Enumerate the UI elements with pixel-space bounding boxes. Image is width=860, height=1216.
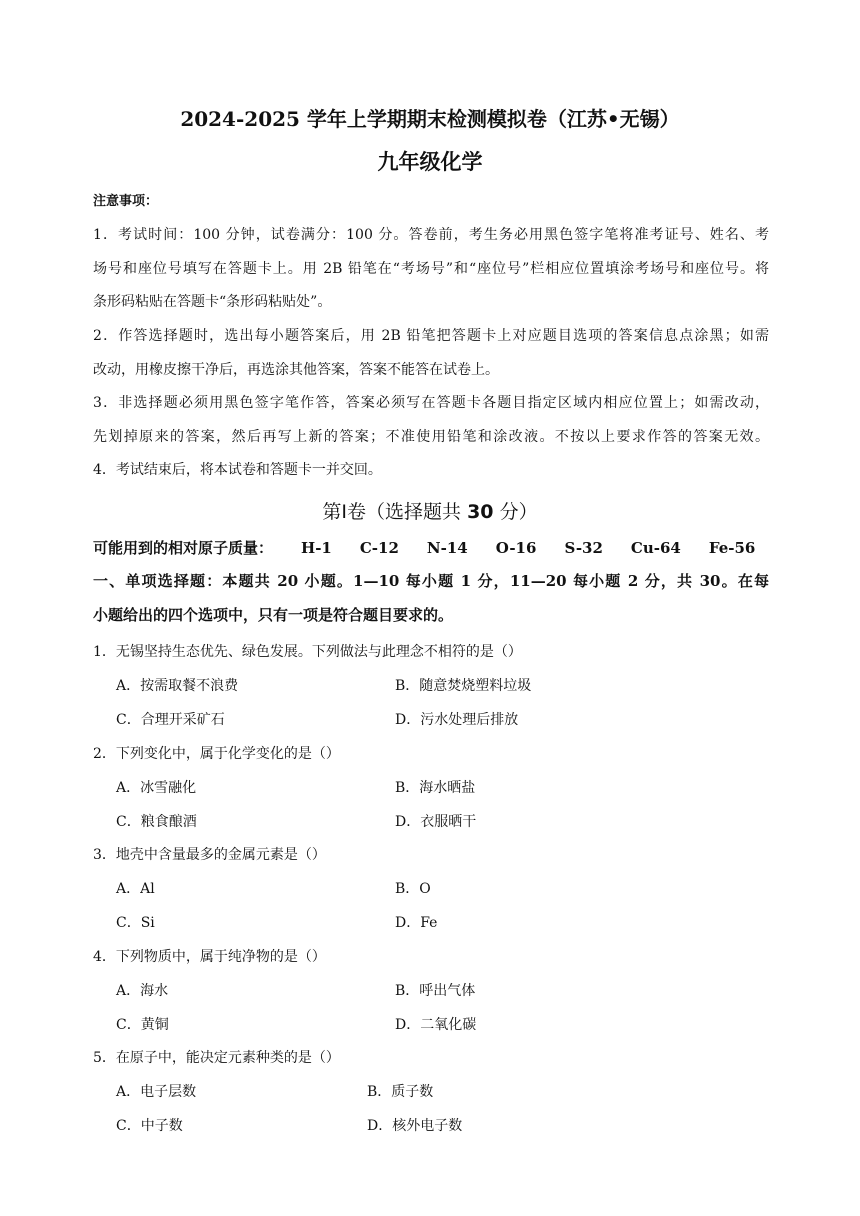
section-score: 30 xyxy=(467,501,494,523)
section-instructions xyxy=(93,564,769,632)
note-line: 4．考试结束后，将本试卷和答题卡一并交回。 xyxy=(93,462,382,478)
atomic-mass: O-16 xyxy=(495,539,537,557)
question-5-stem: 5．在原子中，能决定元素种类的是（） xyxy=(93,1050,340,1066)
question-1-option-c: C．合理开采矿石 xyxy=(116,712,225,728)
atomic-mass: S-32 xyxy=(564,539,603,557)
atomic-mass: H-1 xyxy=(301,539,332,557)
exam-subtitle: 九年级化学 xyxy=(377,149,483,174)
atomic-masses-label: 可能用到的相对原子质量： xyxy=(93,539,274,557)
question-4-option-a: A．海水 xyxy=(116,983,169,999)
note-item-3 xyxy=(93,387,769,454)
note-item-1 xyxy=(93,219,769,320)
atomic-mass: Cu-64 xyxy=(630,539,681,557)
question-2-stem: 2．下列变化中，属于化学变化的是（） xyxy=(93,746,340,762)
section-prefix: 第Ⅰ卷（选择题共 xyxy=(322,501,462,523)
question-2-option-c: C．粮食酿酒 xyxy=(116,814,197,830)
question-5-option-c: C．中子数 xyxy=(116,1118,183,1134)
note-line: 2．作答选择题时，选出每小题答案后，用 2B 铅笔把答题卡上对应题目选项的答案信息点涂黑；如需 xyxy=(93,328,769,344)
instruction-line: 小题给出的四个选项中，只有一项是符合题目要求的。 xyxy=(93,606,454,624)
note-line: 1．考试时间：100 分钟，试卷满分：100 分。答卷前，考生务必用黑色签字笔将准考证号、姓名、考 xyxy=(93,227,769,243)
note-line: 先划掉原来的答案，然后再写上新的答案；不准使用铅笔和涂改液。不按以上要求作答的答案无效。 xyxy=(93,428,769,445)
question-4-option-b: B．呼出气体 xyxy=(395,983,476,999)
section-heading xyxy=(0,497,860,524)
question-4-stem: 4．下列物质中，属于纯净物的是（） xyxy=(93,949,326,965)
note-line: 条形码粘贴在答题卡“条形码粘贴处”。 xyxy=(93,294,332,310)
section-suffix: 分） xyxy=(499,501,538,523)
question-1-option-a: A．按需取餐不浪费 xyxy=(116,678,239,694)
question-2-option-d: D．衣服晒干 xyxy=(395,814,477,830)
question-5-option-b: B．质子数 xyxy=(367,1084,434,1100)
note-line: 3．非选择题必须用黑色签字笔作答，答案必须写在答题卡各题目指定区域内相应位置上；如需改动， xyxy=(93,395,769,411)
question-3-option-b: B．O xyxy=(395,881,431,897)
exam-title: 2024-2025 学年上学期期末检测模拟卷（江苏•无锡） xyxy=(180,107,680,131)
question-2-option-a: A．冰雪融化 xyxy=(116,780,197,796)
note-line: 改动，用橡皮擦干净后，再选涂其他答案，答案不能答在试卷上。 xyxy=(93,361,499,378)
question-1-option-b: B．随意焚烧塑料垃圾 xyxy=(395,678,532,694)
question-3-stem: 3．地壳中含量最多的金属元素是（） xyxy=(93,847,326,863)
atomic-mass: Fe-56 xyxy=(708,539,756,557)
question-3-option-c: C．Si xyxy=(116,915,155,931)
notes-heading: 注意事项： xyxy=(93,194,159,209)
question-5-option-a: A．电子层数 xyxy=(116,1084,197,1100)
question-4-option-d: D．二氧化碳 xyxy=(395,1017,477,1033)
atomic-masses xyxy=(93,537,755,558)
note-item-2 xyxy=(93,320,769,387)
question-5-option-d: D．核外电子数 xyxy=(367,1118,463,1134)
question-2-option-b: B．海水晒盐 xyxy=(395,780,476,796)
note-line: 场号和座位号填写在答题卡上。用 2B 铅笔在“考场号”和“座位号”栏相应位置填涂考场号和座位号。将 xyxy=(93,260,769,277)
question-3-option-a: A．Al xyxy=(116,881,155,897)
question-1-stem: 1．无锡坚持生态优先、绿色发展。下列做法与此理念不相符的是（） xyxy=(93,644,522,660)
question-1-option-d: D．污水处理后排放 xyxy=(395,712,519,728)
atomic-mass: N-14 xyxy=(426,539,468,557)
atomic-mass: C-12 xyxy=(359,539,399,557)
instruction-line: 一、单项选择题：本题共 20 小题。1—10 每小题 1 分，11—20 每小题 2 分，共 30。在每 xyxy=(93,572,769,590)
question-4-option-c: C．黄铜 xyxy=(116,1017,169,1033)
note-item-4 xyxy=(93,454,769,488)
question-3-option-d: D．Fe xyxy=(395,915,438,931)
